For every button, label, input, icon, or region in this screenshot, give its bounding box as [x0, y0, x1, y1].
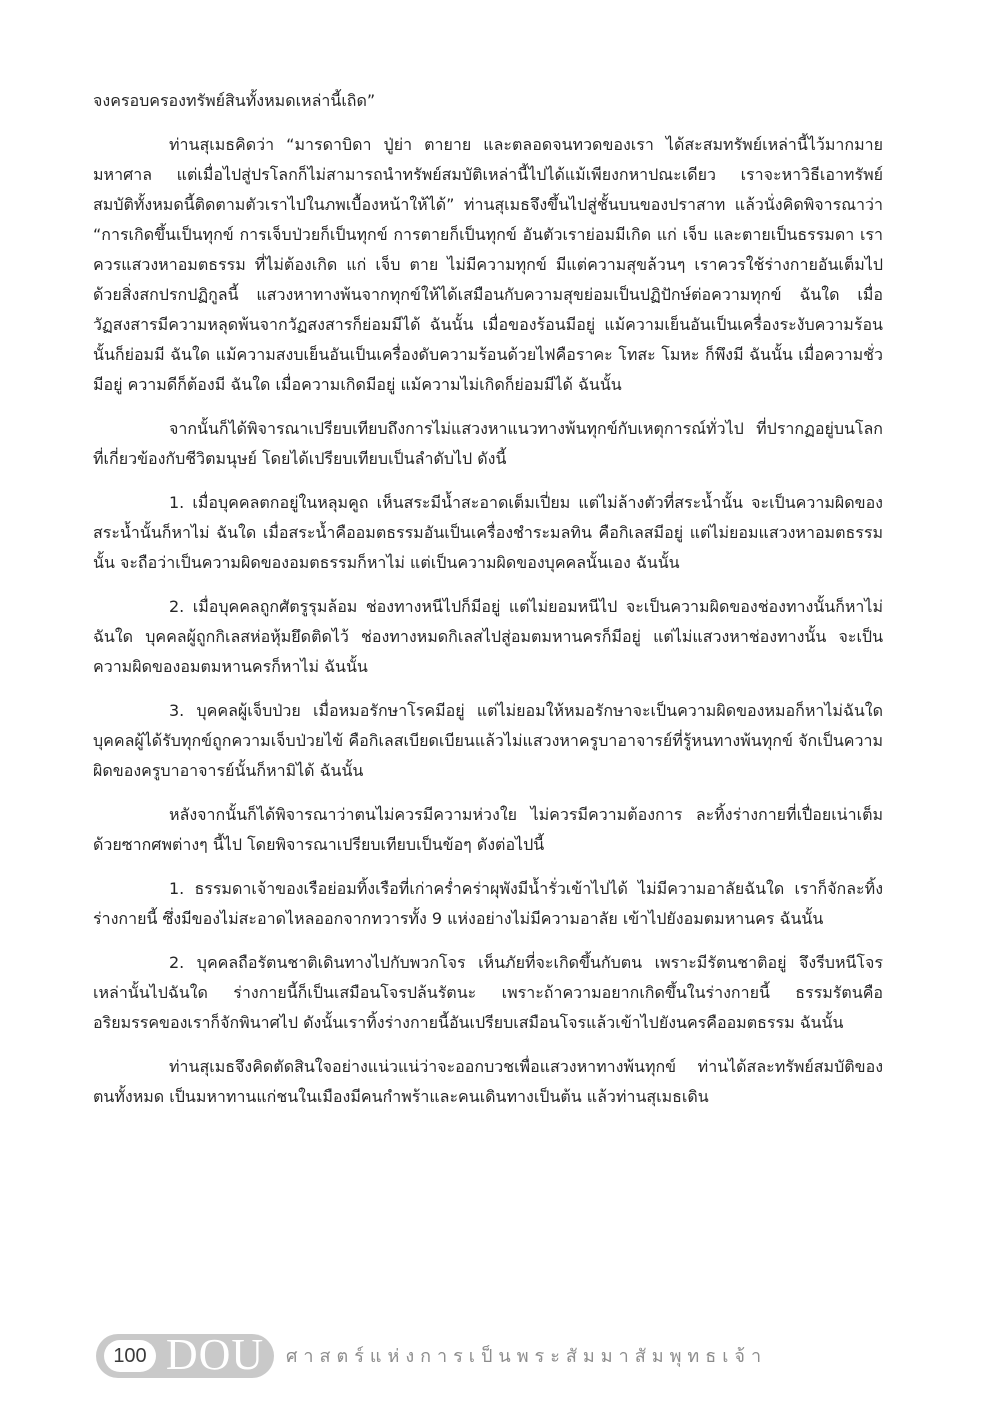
paragraph-comparison-2: 2. เมื่อบุคคลถูกศัตรูรุมล้อม ช่องทางหนีไปก็มีอยู่ แต่ไม่ยอมหนีไป จะเป็นความผิดของช่องทางนั้นก็หาไม่ ฉันใด บุคคลผู้ถูกกิเลสห่อหุ้มยึดติดไว้ ช่องทางหมดกิเลสไปสู่อมตมหานครก็มีอยู่ แต่ไม่แสวงหาช่องทางนั้น จะเป็นความผิดของอมตมหานครก็หาไม่ ฉันนั้น [93, 597, 883, 676]
page-footer [96, 1330, 768, 1380]
book-title: ศาสตร์แห่งการเป็นพระสัมมาสัมพุทธเจ้า [286, 1346, 768, 1367]
paragraph-body-1: 1. ธรรมดาเจ้าของเรือย่อมทิ้งเรือที่เก่าคร่ำคร่าผุพังมีน้ำรั่วเข้าไปได้ ไม่มีความอาลัยฉันใด เราก็จักละทิ้งร่างกายนี้ ซึ่งมีของไม่สะอาดไหลออกจากทวารทั้ง 9 แห่งอย่างไม่มีความอาลัย เข้าไปยังอมตมหานคร ฉันนั้น [93, 879, 883, 928]
paragraph-comparison-3: 3. บุคคลผู้เจ็บป่วย เมื่อหมอรักษาโรคมีอยู่ แต่ไม่ยอมให้หมอรักษาจะเป็นความผิดของหมอก็หาไม่ฉันใด บุคคลผู้ได้รับทุกข์ถูกความเจ็บป่วยไข้ คือกิเลสเบียดเบียนแล้วไม่แสวงหาครูบาอาจารย์ที่รู้หนทางพ้นทุกข์ จักเป็นความผิดของครูบาอาจารย์นั้นก็หามิได้ ฉันนั้น [93, 701, 883, 780]
paragraph-body-intro: หลังจากนั้นก็ได้พิจารณาว่าตนไม่ควรมีความห่วงใย ไม่ควรมีความต้องการ ละทิ้งร่างกายที่เปื่อยเน่าเต็มด้วยซากศพต่างๆ นี้ไป โดยพิจารณาเปรียบเทียบเป็นข้อๆ ดังต่อไปนี้ [93, 805, 883, 854]
paragraph-sumedha-reflection: ท่านสุเมธคิดว่า “มารดาบิดา ปู่ย่า ตายาย และตลอดจนทวดของเรา ได้สะสมทรัพย์เหล่านี้ไว้มากมายมหาศาล แต่เมื่อไปสู่ปรโลกก็ไม่สามารถนำทรัพย์สมบัติเหล่านี้ไปได้แม้เพียงกหาปณะเดียว เราจะหาวิธีเอาทรัพย์สมบัติทั้งหมดนี้ติดตามตัวเราไปในภพเบื้องหน้าให้ได้” ท่านสุเมธจึงขึ้นไปสู่ชั้นบนของปราสาท แล้วนั่งคิดพิจารณาว่า “การเกิดขึ้นเป็นทุกข์ การเจ็บป่วยก็เป็นทุกข์ การตายก็เป็นทุกข์ อันตัวเราย่อมมีเกิด แก่ เจ็บ และตายเป็นธรรมดา เราควรแสวงหาอมตธรรม ที่ไม่ต้องเกิด แก่ เจ็บ ตาย ไม่มีความทุกข์ มีแต่ความสุขล้วนๆ เราควรใช้ร่างกายอันเต็มไปด้วยสิ่งสกปรกปฏิกูลนี้ แสวงหาทางพ้นจากทุกข์ให้ได้เสมือนกับความสุขย่อมเป็นปฏิปักษ์ต่อความทุกข์ ฉันใด เมื่อวัฏสงสารมีความหลุดพ้นจากวัฏสงสารก็ย่อมมีได้ ฉันนั้น เมื่อของร้อนมีอยู่ แม้ความเย็นอันเป็นเครื่องระงับความร้อนนั้นก็ย่อมมี ฉันใด แม้ความสงบเย็นอันเป็นเครื่องดับความร้อนด้วยไฟคือราคะ โทสะ โมหะ ก็พึงมี ฉันนั้น เมื่อความชั่วมีอยู่ ความดีก็ต้องมี ฉันใด เมื่อความเกิดมีอยู่ แม้ความไม่เกิดก็ย่อมมีได้ ฉันนั้น [93, 135, 883, 394]
footer-badge [96, 1330, 274, 1379]
paragraph-body-2: 2. บุคคลถือรัตนชาติเดินทางไปกับพวกโจร เห็นภัยที่จะเกิดขึ้นกับตน เพราะมีรัตนชาติอยู่ จึงรีบหนีโจรเหล่านั้นไปฉันใด ร่างกายนี้ก็เป็นเสมือนโจรปล้นรัตนะ เพราะถ้าความอยากเกิดขึ้นในร่างกายนี้ ธรรมรัตนคืออริยมรรคของเราก็จักพินาศไป ดังนั้นเราทิ้งร่างกายนี้อันเปรียบเสมือนโจรแล้วเข้าไปยังนครคืออมตธรรม ฉันนั้น [93, 953, 883, 1032]
page-body [93, 86, 883, 1112]
paragraph-ordination: ท่านสุเมธจึงคิดตัดสินใจอย่างแน่วแน่ว่าจะออกบวชเพื่อแสวงหาทางพ้นทุกข์ ท่านได้สละทรัพย์สมบัติของตนทั้งหมด เป็นมหาทานแก่ชนในเมืองมีคนกำพร้าและคนเดินทางเป็นต้น แล้วท่านสุเมธเดิน [93, 1057, 883, 1106]
paragraph-comparison-intro: จากนั้นก็ได้พิจารณาเปรียบเทียบถึงการไม่แสวงหาแนวทางพ้นทุกข์กับเหตุการณ์ทั่วไป ที่ปรากฏอยู่บนโลกที่เกี่ยวข้องกับชีวิตมนุษย์ โดยได้เปรียบเทียบเป็นลำดับไป ดังนี้ [93, 419, 883, 468]
paragraph-comparison-1: 1. เมื่อบุคคลตกอยู่ในหลุมคูถ เห็นสระมีน้ำสะอาดเต็มเปี่ยม แต่ไม่ล้างตัวที่สระน้ำนั้น จะเป็นความผิดของสระน้ำนั้นก็หาไม่ ฉันใด เมื่อสระน้ำคืออมตธรรมอันเป็นเครื่องชำระมลทิน คือกิเลสมีอยู่ แต่ไม่ยอมแสวงหาอมตธรรมนั้น จะถือว่าเป็นความผิดของอมตธรรมก็หาไม่ แต่เป็นความผิดของบุคคลนั้นเอง ฉันนั้น [93, 493, 883, 572]
page-number: 100 [104, 1340, 156, 1372]
paragraph-continuation: จงครอบครองทรัพย์สินทั้งหมดเหล่านี้เถิด” [93, 91, 376, 110]
dou-logo-text: DOU [165, 1330, 265, 1379]
